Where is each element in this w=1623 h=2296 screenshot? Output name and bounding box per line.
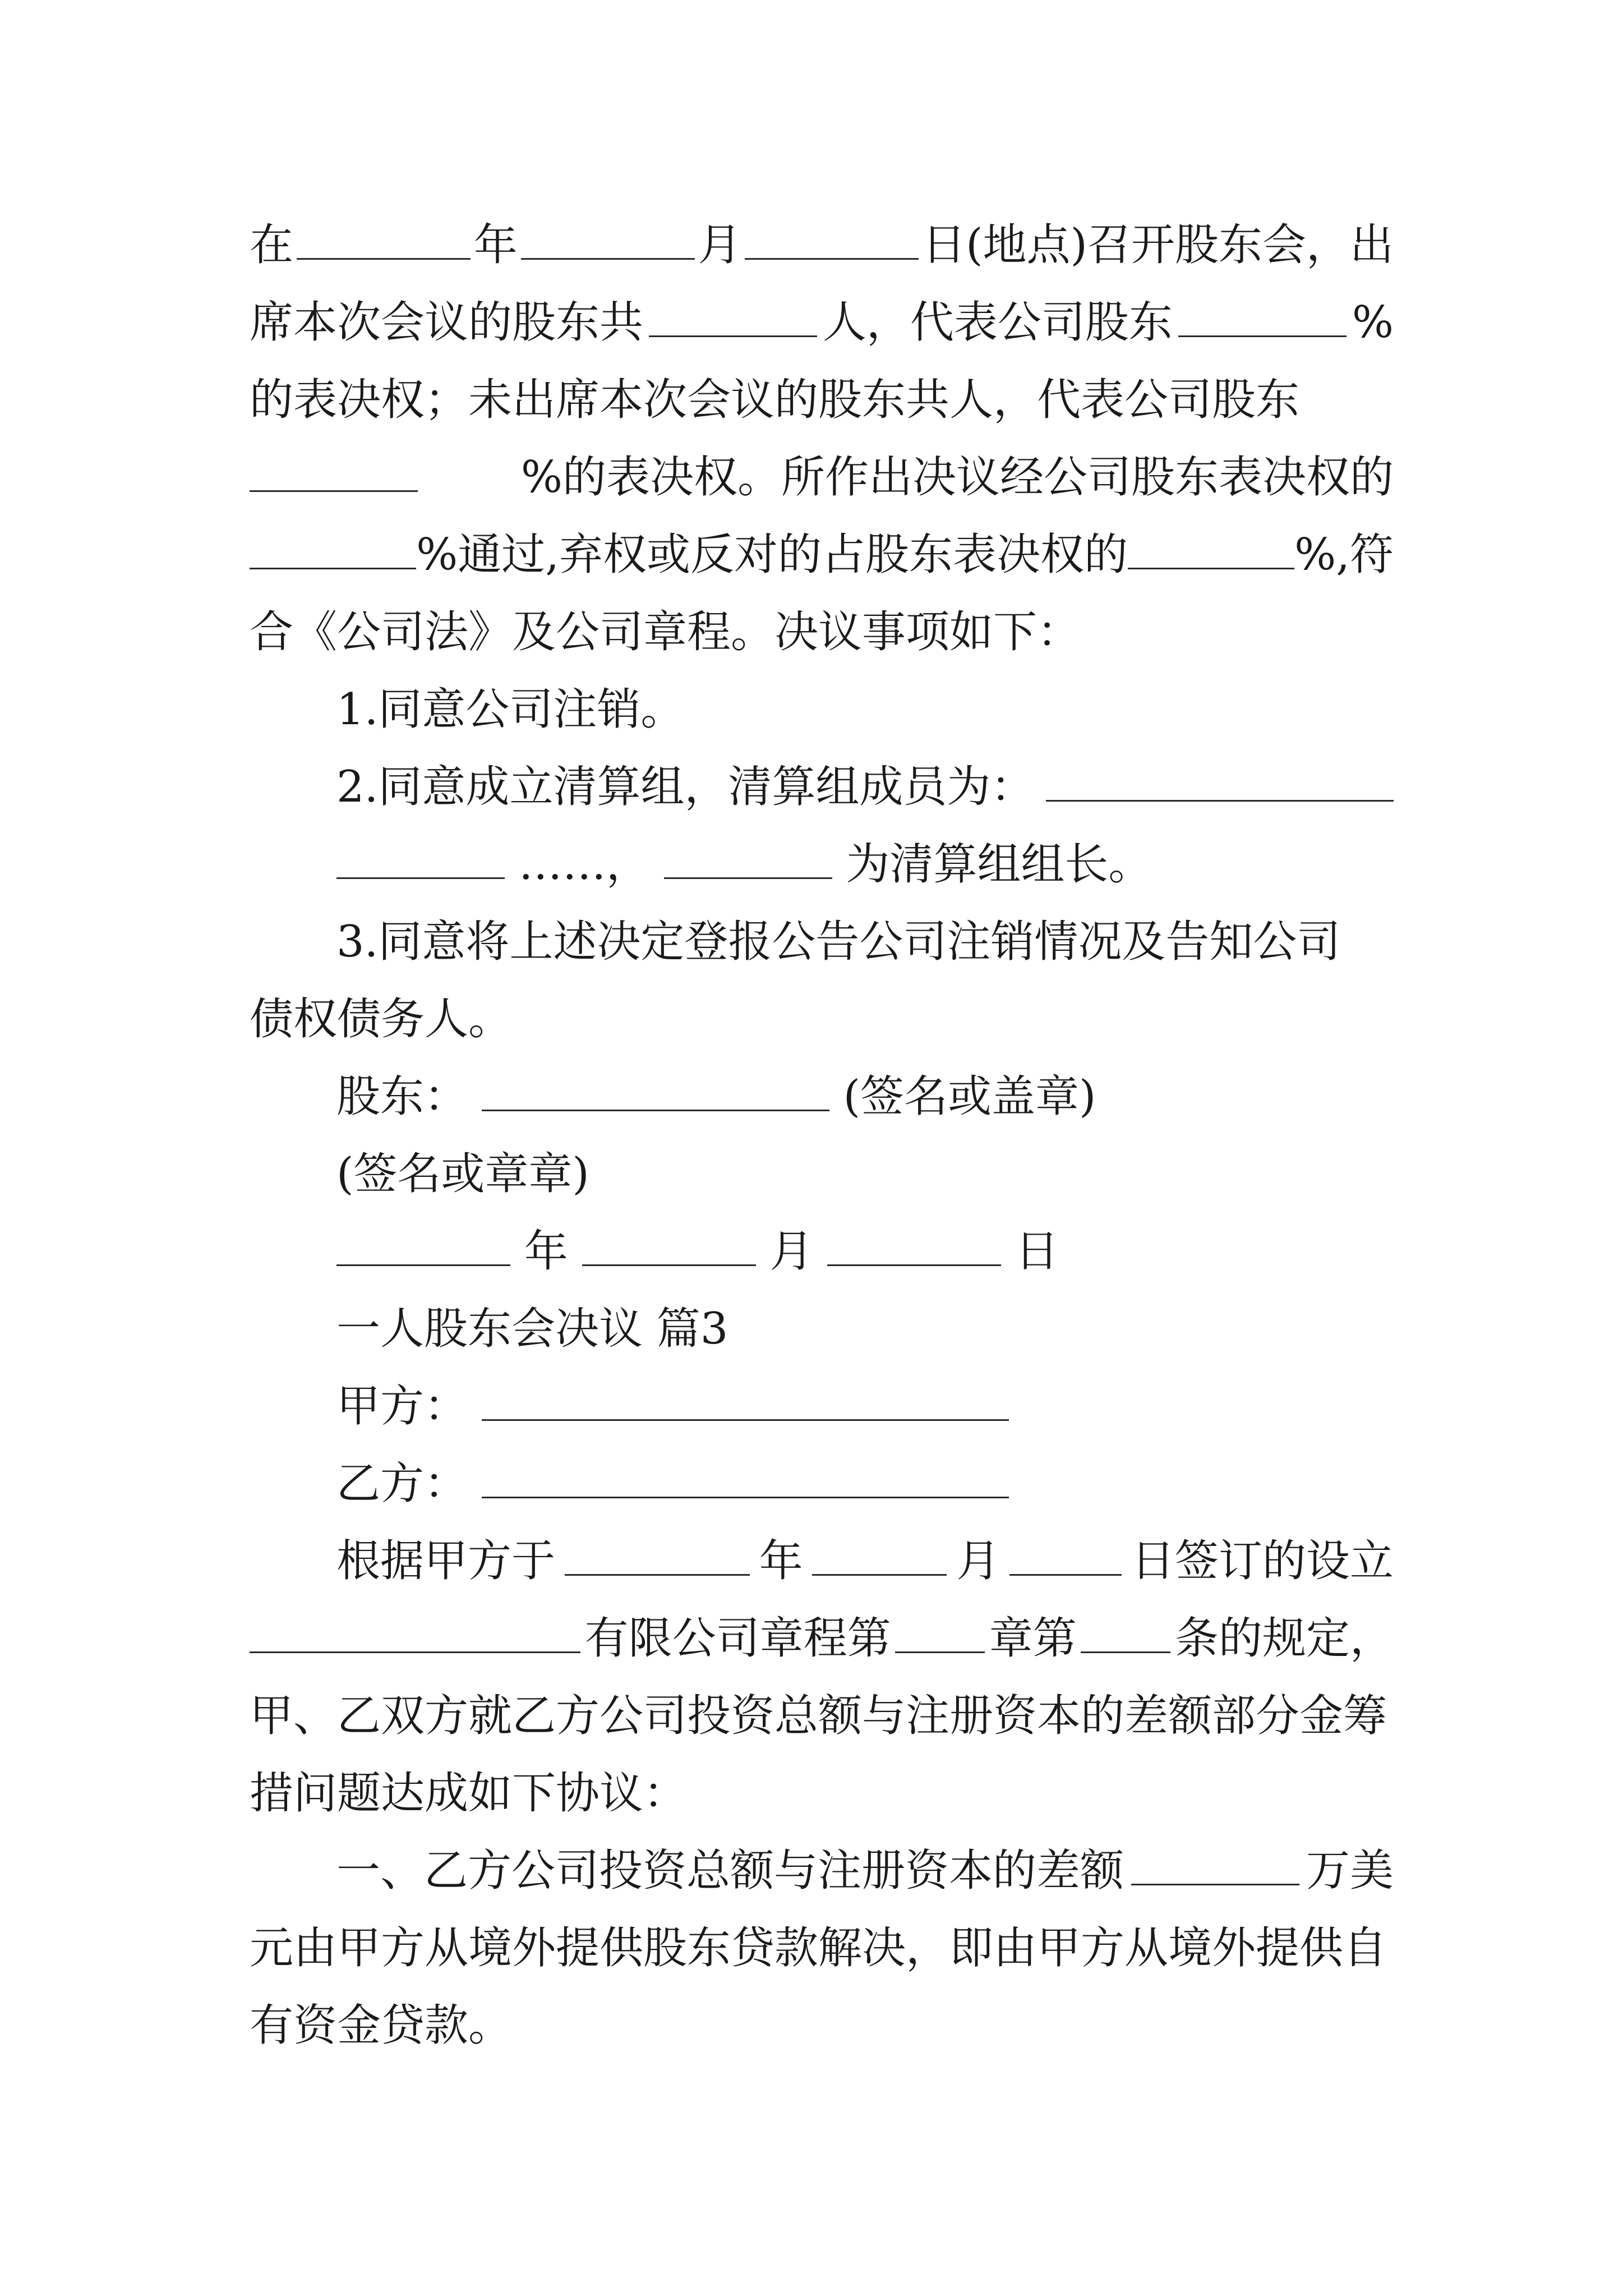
text-segment: 年 — [524, 1226, 568, 1277]
text-segment: 2.同意成立清算组，清算组成员为： — [336, 762, 1035, 812]
fill-blank[interactable] — [812, 1540, 947, 1576]
text-segment: 在 — [250, 220, 294, 270]
text-line — [250, 593, 1394, 671]
party-a-blank[interactable] — [482, 1386, 1009, 1421]
text-segment: 有资金贷款。 — [250, 2000, 513, 2051]
text-segment: ……， — [518, 839, 650, 890]
text-segment: 条的规定， — [1174, 1613, 1394, 1664]
text-line — [336, 826, 1394, 903]
text-line — [250, 1755, 1394, 1832]
fill-blank[interactable] — [250, 1618, 580, 1653]
fill-blank[interactable] — [1081, 1618, 1170, 1653]
party-b-blank[interactable] — [482, 1463, 1009, 1498]
date-line — [336, 1213, 1394, 1290]
fill-blank[interactable] — [1009, 1540, 1122, 1576]
text-line — [250, 284, 1394, 361]
text-segment: (签名或盖章) — [843, 1071, 1096, 1122]
text-line — [250, 1677, 1394, 1755]
fill-blank[interactable] — [250, 457, 418, 492]
fill-blank[interactable] — [649, 302, 817, 337]
fill-blank[interactable] — [895, 1618, 985, 1653]
text-line — [250, 206, 1394, 284]
fill-blank[interactable] — [1046, 766, 1394, 802]
text-segment: (签名或章章) — [336, 1149, 589, 1199]
fill-blank[interactable] — [1131, 1850, 1299, 1885]
text-segment: 根据甲方于 — [336, 1536, 556, 1586]
text-segment: 一、乙方公司投资总额与注册资本的差额 — [336, 1846, 1124, 1896]
text-segment: %的表决权。所作出决议经公司股东表决权的 — [520, 452, 1394, 503]
text-segment: 月 — [769, 1226, 814, 1277]
list-item — [336, 671, 1394, 748]
party-line — [336, 1445, 1394, 1522]
text-line — [250, 1600, 1394, 1677]
text-segment: 措问题达成如下协议： — [250, 1768, 688, 1819]
month-blank[interactable] — [582, 1231, 756, 1266]
text-segment: 席本次会议的股东共 — [250, 297, 644, 348]
fill-blank[interactable] — [250, 534, 416, 569]
party-line — [336, 1368, 1394, 1445]
text-segment: 的表决权；未出席本次会议的股东共人，代表公司股东 — [250, 375, 1300, 425]
year-blank[interactable] — [336, 1231, 510, 1266]
text-segment: 有限公司章程第 — [584, 1613, 891, 1664]
text-segment: %,符 — [1294, 530, 1394, 580]
text-segment: 日 — [1015, 1226, 1059, 1277]
text-segment: 股东： — [336, 1071, 468, 1122]
text-line — [250, 516, 1394, 593]
text-segment: 为清算组组长。 — [846, 839, 1152, 890]
fill-blank[interactable] — [664, 844, 832, 879]
text-line — [250, 361, 1394, 439]
text-segment: 日签订的设立 — [1131, 1536, 1394, 1586]
text-segment: 一人股东会决议 篇3 — [336, 1304, 728, 1354]
text-line — [336, 1832, 1394, 1910]
text-line — [336, 1522, 1394, 1600]
text-segment: 月 — [956, 1536, 1000, 1586]
text-segment: 月 — [698, 220, 742, 270]
fill-blank[interactable] — [1128, 534, 1294, 569]
text-segment: 3.同意将上述决定登报公告公司注销情况及告知公司 — [336, 917, 1341, 967]
fill-blank[interactable] — [297, 224, 471, 260]
text-segment: 债权债务人。 — [250, 994, 513, 1045]
fill-blank[interactable] — [1178, 302, 1347, 337]
text-segment: 合《公司法》及公司章程。决议事项如下： — [250, 607, 1081, 657]
text-line — [250, 1910, 1394, 1987]
list-item — [336, 748, 1394, 826]
text-segment: %通过,弃权或反对的占股东表决权的 — [416, 530, 1128, 580]
list-item — [336, 903, 1394, 981]
fill-blank[interactable] — [336, 844, 505, 879]
text-segment: 日(地点)召开股东会，出 — [922, 220, 1394, 270]
text-line — [250, 1987, 1394, 2064]
text-line — [250, 439, 1394, 516]
text-segment: 甲、乙双方就乙方公司投资总额与注册资本的差额部分金筹 — [250, 1691, 1387, 1741]
text-segment: % — [1352, 297, 1394, 348]
signature-line — [336, 1058, 1394, 1135]
text-segment: 年 — [473, 220, 518, 270]
section-heading — [336, 1290, 1394, 1368]
text-segment: 万美 — [1306, 1846, 1394, 1896]
text-segment: 人，代表公司股东 — [822, 297, 1173, 348]
text-segment: 元由甲方从境外提供股东贷款解决，即由甲方从境外提供自 — [250, 1923, 1387, 1973]
fill-blank[interactable] — [521, 224, 695, 260]
text-line — [250, 981, 1394, 1058]
fill-blank[interactable] — [745, 224, 919, 260]
text-segment: 甲方： — [336, 1381, 468, 1432]
text-segment: 乙方： — [336, 1458, 468, 1509]
text-segment: 年 — [759, 1536, 803, 1586]
text-segment: 章第 — [989, 1613, 1077, 1664]
text-line — [336, 1135, 1394, 1213]
text-segment: 1.同意公司注销。 — [336, 684, 685, 735]
day-blank[interactable] — [827, 1231, 1001, 1266]
shareholder-signature-blank[interactable] — [482, 1076, 829, 1111]
fill-blank[interactable] — [565, 1540, 750, 1576]
